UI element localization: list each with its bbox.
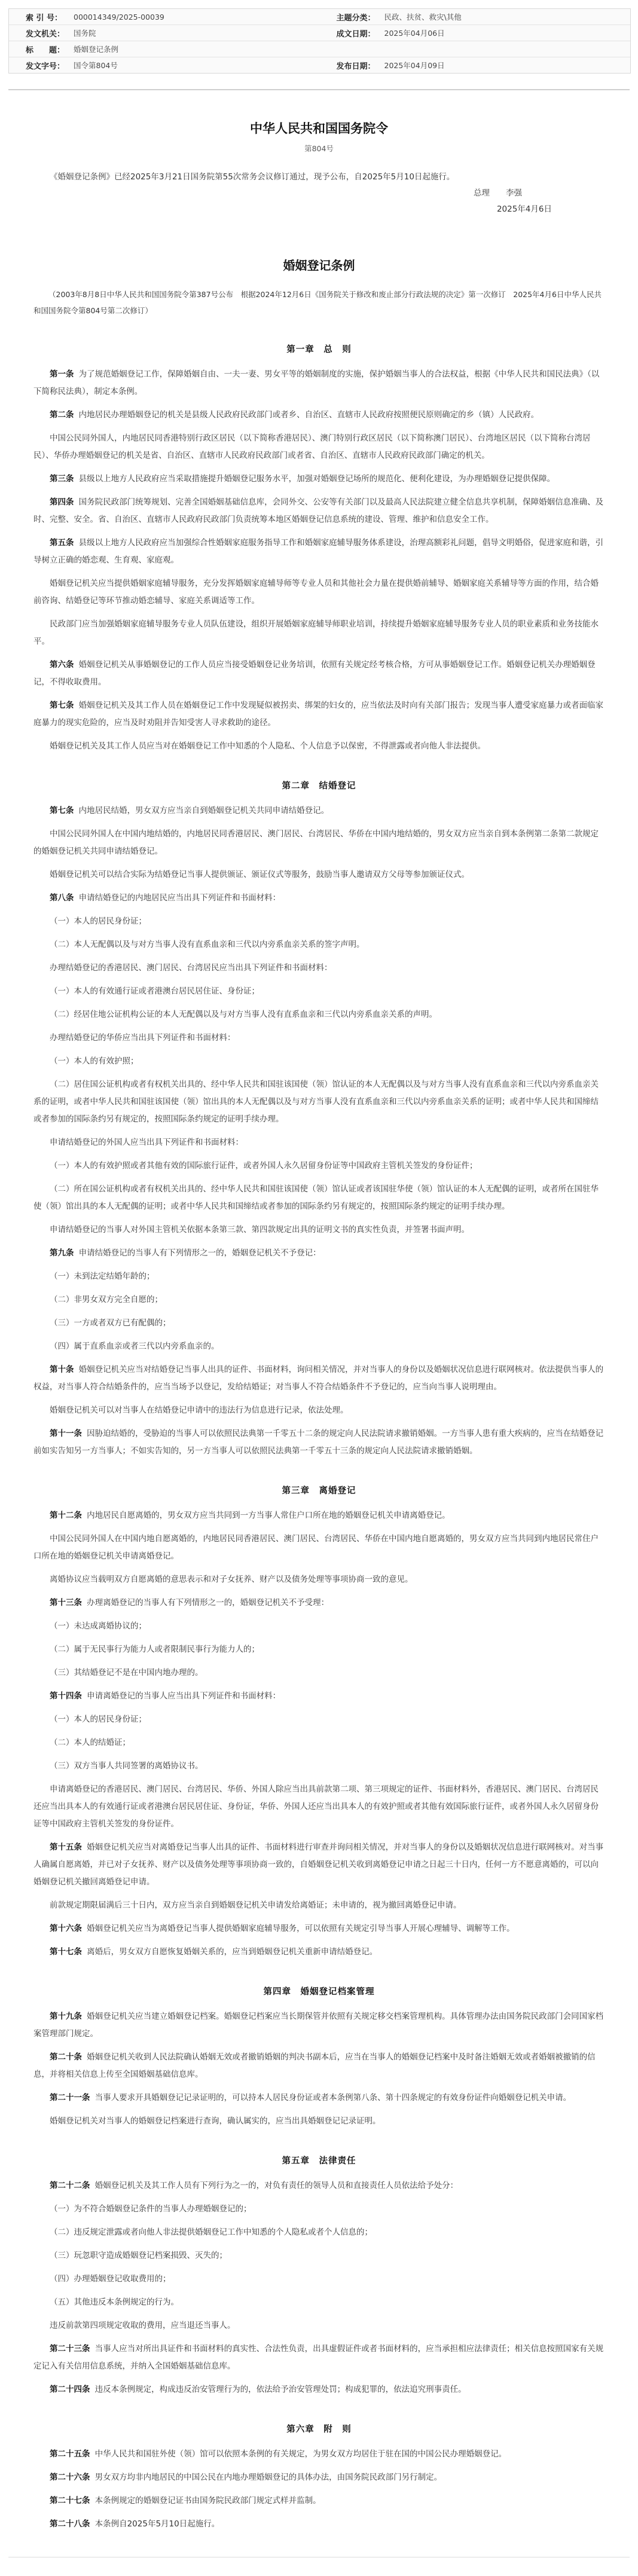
meta-value: 国务院	[74, 29, 96, 38]
article-paragraph	[8, 2492, 630, 2510]
article-text: （四）属于直系血亲或者三代以内旁系血亲的。	[50, 1342, 219, 1351]
article-number: 第十四条	[50, 1691, 82, 1701]
article-paragraph	[8, 2049, 630, 2083]
article-text: 申请结婚登记的内地居民应当出具下列证件和书面材料：	[78, 893, 281, 903]
article-paragraph	[8, 1507, 630, 1524]
meta-label: 成文日期：	[336, 29, 376, 39]
chapter-heading: 第二章 结婚登记	[282, 781, 356, 791]
article-number: 第十七条	[50, 1947, 82, 1957]
article-text: 国务院民政部门统筹规划、完善全国婚姻基础信息库，会同外交、公安等有关部门以及最高人民法院建立健全信息共享机制，保障婚姻信息准确、及时、完整、安全。省、自治区、直辖市人民政府民政部门负责统筹本地区婚姻登记信息系统的建设、管理、维护和信息安全工作。	[33, 497, 604, 524]
article-paragraph	[8, 2294, 630, 2311]
article-text: （一）本人的有效护照或者其他有效的国际旅行证件，或者外国人永久居留身份证等中国政府主管机关签发的身份证件；	[50, 1161, 478, 1171]
article-text: 内地居民结婚，男女双方应当亲自到婚姻登记机关共同申请结婚登记。	[78, 806, 329, 815]
article-paragraph	[8, 2201, 630, 2218]
article-text: （一）为不符合婚姻登记条件的当事人办理婚姻登记的；	[50, 2204, 252, 2214]
article-text: （五）其他违反本条例规定的行为。	[50, 2297, 179, 2307]
article-paragraph	[8, 366, 630, 401]
article-paragraph	[8, 1897, 630, 1914]
article-text: 为了规范婚姻登记工作，保障婚姻自由、一夫一妻、男女平等的婚姻制度的实施，保护婚姻当事人的合法权益，根据《中华人民共和国民法典》（以下简称民法典），制定本条例。	[33, 369, 600, 396]
chapter-heading: 第六章 附 则	[286, 2425, 352, 2434]
article-text: 婚姻登记机关收到人民法院确认婚姻无效或者撤销婚姻的判决书副本后，应当在当事人的婚姻登记档案中及时备注婚姻无效或者婚姻被撤销的信息，并将相关信息上传至全国婚姻基础信息库。	[33, 2052, 596, 2079]
meta-cell	[9, 60, 320, 71]
article-paragraph	[8, 738, 630, 755]
article-text: 婚姻登记机关应当建立婚姻登记档案。婚姻登记档案应当长期保管并依照有关规定移交档案管理机构。具体管理办法由国务院民政部门会同国家档案管理部门规定。	[33, 2012, 604, 2039]
article-paragraph	[8, 1402, 630, 1419]
decree-title: 中华人民共和国国务院令	[250, 121, 388, 136]
article-paragraph	[8, 1268, 630, 1285]
article-paragraph	[8, 534, 630, 569]
article-number: 第二十五条	[50, 2449, 90, 2459]
article-paragraph	[8, 1641, 630, 1658]
article-paragraph	[8, 1291, 630, 1309]
article-paragraph	[8, 616, 630, 650]
article-paragraph	[8, 1594, 630, 1612]
article-paragraph	[8, 1006, 630, 1023]
meta-value: 婚姻登记条例	[74, 45, 119, 54]
article-text: 中国公民同外国人在中国内地结婚的，内地居民同香港居民、澳门居民、台湾居民、华侨在中国内地结婚的，男女双方应当亲自到本条例第二条第二款规定的婚姻登记机关共同申请结婚登记。	[33, 829, 599, 856]
article-paragraph	[8, 802, 630, 820]
meta-row	[9, 9, 630, 25]
article-paragraph	[8, 1245, 630, 1262]
article-paragraph	[8, 575, 630, 610]
chapter-heading: 第一章 总 则	[286, 345, 352, 355]
article-number: 第八条	[50, 893, 74, 903]
article-text: （一）本人的有效通行证或者港澳台居民居住证、身份证；	[50, 986, 260, 996]
document-meta-table	[8, 8, 631, 74]
article-text: 申请结婚登记的外国人应当出具下列证件和书面材料：	[50, 1138, 243, 1147]
article-text: （一）未达成离婚协议的；	[50, 1621, 146, 1631]
article-paragraph	[8, 826, 630, 860]
article-text: （二）非男女双方完全自愿的；	[50, 1295, 163, 1304]
article-number: 第十六条	[50, 1924, 82, 1933]
article-paragraph	[8, 959, 630, 977]
header-separator	[8, 89, 630, 90]
meta-value: 000014349/2025-00039	[74, 12, 164, 22]
article-number: 第七条	[50, 806, 74, 815]
article-paragraph	[8, 1315, 630, 1332]
article-paragraph	[8, 2381, 630, 2398]
article-paragraph	[8, 2008, 630, 2043]
meta-label: 发文字号：	[26, 62, 65, 71]
article-paragraph	[8, 2340, 630, 2375]
article-paragraph	[8, 2317, 630, 2334]
article-paragraph	[8, 1618, 630, 1635]
article-paragraph	[8, 1758, 630, 1775]
article-number: 第二十八条	[50, 2519, 90, 2529]
article-number: 第二十一条	[50, 2093, 90, 2103]
article-text: （三）一方或者双方已有配偶的；	[50, 1318, 171, 1328]
meta-value: 民政、扶贫、救灾\其他	[384, 13, 462, 22]
article-paragraph	[8, 470, 630, 488]
meta-cell	[320, 11, 631, 23]
regulation-chapters	[8, 343, 630, 2533]
article-number: 第二十四条	[50, 2385, 90, 2394]
article-paragraph	[8, 983, 630, 1000]
article-text: 申请结婚登记的当事人有下列情形之一的，婚姻登记机关不予登记：	[78, 1248, 321, 1258]
article-paragraph	[8, 2177, 630, 2195]
article-text: 婚姻登记机关可以结合实际为结婚登记当事人提供颁证、颁证仪式等服务，鼓励当事人邀请双方父母等参加颁证仪式。	[50, 870, 469, 879]
article-text: 婚姻登记机关应当为离婚登记当事人提供婚姻家庭辅导服务，可以依照有关规定引导当事人开展心理辅导、调解等工作。	[87, 1924, 515, 1933]
meta-label: 发文机关：	[26, 29, 65, 39]
meta-cell	[320, 60, 631, 71]
meta-label: 索 引 号：	[26, 13, 63, 23]
article-number: 第十一条	[50, 1429, 82, 1438]
article-paragraph	[8, 1338, 630, 1355]
article-text: （二）本人的结婚证；	[50, 1738, 130, 1747]
article-text: 因胁迫结婚的，受胁迫的当事人可以依照民法典第一千零五十二条的规定向人民法院请求撤销婚姻。一方当事人患有重大疾病的，应当在结婚登记前如实告知另一方当事人；不如实告知的，另一方当事人可以依照民法典第一千零五十三条的规定向人民法院请求撤销婚姻。	[33, 1429, 604, 1456]
chapter-heading: 第四章 婚姻登记档案管理	[263, 1987, 375, 1997]
meta-value: 国令第804号	[74, 61, 118, 70]
meta-cell	[9, 44, 320, 55]
article-number: 第十二条	[50, 1511, 82, 1520]
article-text: （二）居住国公证机构或者有权机关出具的、经中华人民共和国驻该国使（领）馆认证的本人无配偶以及与对方当事人没有直系血亲和三代以内旁系血亲关系的证明，或者中华人民共和国驻该国使（领）馆出具的本人无配偶以及与对方当事人没有直系血亲和三代以内旁系血亲关系的证明；或者中华人民共和国缔结或者参加的国际条约另有规定的，按照国际条约规定的证明手续办理。	[33, 1080, 599, 1124]
article-number: 第十九条	[50, 2012, 82, 2021]
article-text: （一）未到法定结婚年龄的；	[50, 1272, 155, 1281]
decree-signer: 总理 李强	[474, 188, 522, 198]
article-paragraph	[8, 1839, 630, 1891]
article-paragraph	[8, 1134, 630, 1151]
article-text: （一）本人的居民身份证；	[50, 916, 146, 926]
article-text: 民政部门应当加强婚姻家庭辅导服务专业人员队伍建设，组织开展婚姻家庭辅导师职业培训，持续提升婚姻家庭辅导服务专业人员的职业素质和业务技能水平。	[33, 619, 599, 646]
meta-row	[9, 25, 630, 41]
article-text: （四）办理婚姻登记收取费用的；	[50, 2274, 171, 2284]
article-text: 婚姻登记机关应当对离婚登记当事人出具的证件、书面材料进行审查并询问相关情况，并对当事人的身份以及婚姻状况信息进行联网核对。对当事人确属自愿离婚，并已对子女抚养、财产以及债务处理等事项协商一致的，自婚姻登记机关收到离婚登记申请之日起三十日内，任何一方不愿意离婚的，可以向婚姻登记机关撤回离婚登记申请。	[33, 1842, 604, 1887]
article-paragraph	[8, 1734, 630, 1752]
article-paragraph	[8, 1711, 630, 1728]
article-text: 申请离婚登记的当事人应当出具下列证件和书面材料：	[87, 1691, 281, 1701]
article-text: 婚姻登记机关应当提供婚姻家庭辅导服务，充分发挥婚姻家庭辅导师等专业人员和其他社会力量在提供婚前辅导、婚姻家庭关系辅导等方面的作用，结合婚前咨询、结婚登记等环节推动婚恋辅导、家庭关系调适等工作。	[33, 579, 599, 606]
meta-cell	[9, 11, 320, 23]
article-paragraph	[8, 1530, 630, 1565]
article-text: 内地居民办理婚姻登记的机关是县级人民政府民政部门或者乡、自治区、直辖市人民政府按照便民原则确定的乡（镇）人民政府。	[78, 410, 539, 420]
article-text: 违反前款第四项规定收取的费用，应当退还当事人。	[50, 2321, 236, 2330]
article-text: 婚姻登记机关及其工作人员在婚姻登记工作中发现疑似被拐卖、绑架的妇女的，应当依法及时向有关部门报告；发现当事人遭受家庭暴力或者面临家庭暴力的现实危险的，应当及时劝阻并告知受害人寻求救助的途径。	[33, 701, 604, 728]
article-text: 中国公民同外国人，内地居民同香港特别行政区居民（以下简称香港居民）、澳门特别行政区居民（以下简称澳门居民）、台湾地区居民（以下简称台湾居民）、华侨办理婚姻登记的机关是省、自治区、直辖市人民政府民政部门或者省、自治区、直辖市人民政府民政部门确定的机关。	[33, 433, 591, 460]
article-paragraph	[8, 1920, 630, 1938]
article-number: 第二十条	[50, 2052, 82, 2062]
article-paragraph	[8, 2446, 630, 2463]
article-paragraph	[8, 936, 630, 954]
article-number: 第十三条	[50, 1598, 82, 1608]
meta-value: 2025年04月06日	[384, 29, 445, 38]
meta-label: 标 题：	[26, 45, 65, 55]
article-text: 当事人要求开具婚姻登记记录证明的，可以持本人居民身份证或者本条例第八条、第十四条规定的有效身份证件向婚姻登记机关申请。	[94, 2093, 572, 2103]
article-number: 第一条	[50, 369, 74, 379]
article-number: 第二十七条	[50, 2496, 90, 2505]
article-number: 第三条	[50, 474, 74, 484]
article-text: （一）本人的有效护照；	[50, 1056, 139, 1066]
article-text: 前款规定期限届满后三十日内，双方应当亲自到婚姻登记机关申请发给离婚证；未申请的，视为撤回离婚登记申请。	[50, 1900, 462, 1910]
article-number: 第七条	[50, 701, 74, 710]
article-paragraph	[8, 656, 630, 691]
article-paragraph	[8, 2469, 630, 2486]
article-text: 县级以上地方人民政府应当加强综合性婚姻家庭服务指导工作和婚姻家庭辅导服务体系建设，治理高额彩礼问题，倡导文明婚俗，促进家庭和谐，引导树立正确的婚恋观、生育观、家庭观。	[33, 538, 604, 565]
article-text: 办理结婚登记的华侨应当出具下列证件和书面材料：	[50, 1033, 236, 1043]
article-number: 第二条	[50, 410, 74, 420]
article-paragraph	[8, 1361, 630, 1396]
article-text: 当事人应当对所出具证件和书面材料的真实性、合法性负责，出具虚假证件或者书面材料的，应当承担相应法律责任；相关信息按照国家有关规定记入有关信用信息系统，并纳入全国婚姻基础信息库。	[33, 2344, 604, 2371]
article-text: 离婚后，男女双方自愿恢复婚姻关系的，应当到婚姻登记机关重新申请结婚登记。	[87, 1947, 378, 1957]
article-number: 第二十三条	[50, 2344, 90, 2354]
article-number: 第四条	[50, 497, 74, 507]
article-text: （二）经居住地公证机构公证的本人无配偶以及与对方当事人没有直系血亲和三代以内旁系血亲关系的声明。	[50, 1010, 437, 1019]
article-paragraph	[8, 407, 630, 424]
meta-cell	[9, 27, 320, 39]
article-paragraph	[8, 430, 630, 465]
article-text: 婚姻登记机关应当对结婚登记当事人出具的证件、书面材料，询问相关情况，并对当事人的身份以及婚姻状况信息进行联网核对。依法提供当事人的权益，对当事人符合结婚条件的，应当当场予以登记，发给结婚证；对当事人不符合结婚条件不予登记的，应当向当事人说明理由。	[33, 1365, 604, 1392]
article-paragraph	[8, 1157, 630, 1175]
article-paragraph	[8, 2271, 630, 2288]
decree-date: 2025年4月6日	[496, 204, 552, 214]
article-paragraph	[8, 2113, 630, 2130]
article-number: 第六条	[50, 660, 74, 670]
meta-cell	[320, 27, 631, 39]
article-number: 第二十六条	[50, 2473, 90, 2482]
article-paragraph	[8, 2247, 630, 2265]
article-text: （三）其结婚登记不是在中国内地办理的。	[50, 1668, 203, 1677]
article-paragraph	[8, 1781, 630, 1833]
article-text: 婚姻登记机关及其工作人员应当对在婚姻登记工作中知悉的个人隐私、个人信息予以保密，不得泄露或者向他人非法提供。	[50, 741, 486, 751]
article-text: 离婚协议应当载明双方自愿离婚的意思表示和对子女抚养、财产以及债务处理等事项协商一致的意见。	[50, 1575, 413, 1584]
article-paragraph	[8, 1688, 630, 1705]
meta-value: 2025年04月09日	[384, 61, 445, 70]
article-paragraph	[8, 1029, 630, 1047]
article-text: 申请离婚登记的香港居民、澳门居民、台湾居民、华侨、外国人除应当出具前款第二项、第三项规定的证件、书面材料外，香港居民、澳门居民、台湾居民还应当出具本人的有效通行证或者港澳台居民居住证、身份证，华侨、外国人还应当出具本人的有效护照或者其他有效国际旅行证件，或者外国人永久居留身份证等中国政府主管机关签发的身份证件。	[33, 1784, 599, 1829]
article-text: （二）本人无配偶以及与对方当事人没有直系血亲和三代以内旁系血亲关系的签字声明。	[50, 940, 365, 949]
article-paragraph	[8, 1076, 630, 1128]
article-number: 第二十二条	[50, 2181, 90, 2190]
meta-label: 主题分类：	[336, 13, 376, 23]
article-paragraph	[8, 1944, 630, 1961]
article-paragraph	[8, 1053, 630, 1070]
article-text: 中华人民共和国驻外使（领）馆可以依照本条例的有关规定，为男女双方均居住于驻在国的中国公民办理婚姻登记。	[94, 2449, 507, 2459]
regulation-title: 婚姻登记条例	[283, 258, 355, 273]
decree-number: 第804号	[304, 144, 334, 153]
article-text: （二）违反规定泄露或者向他人非法提供婚姻登记工作中知悉的个人隐私或者个人信息的；	[50, 2227, 373, 2237]
article-paragraph	[8, 1664, 630, 1682]
article-text: 县级以上地方人民政府应当采取措施提升婚姻登记服务水平，加强对婚姻登记场所的规范化、便利化建设，为办理婚姻登记提供保障。	[78, 474, 555, 484]
article-text: （二）所在国公证机构或者有权机关出具的、经中华人民共和国驻该国使（领）馆认证或者该国驻华使（领）馆认证的本人无配偶的证明，或者所在国驻华使（领）馆出具的本人无配偶的证明；或者中华人民共和国缔结或者参加的国际条约另有规定的，按照国际条约规定的证明手续办理。	[33, 1184, 599, 1211]
article-text: （一）本人的居民身份证；	[50, 1715, 146, 1724]
article-text: 内地居民自愿离婚的，男女双方应当共同到一方当事人常住户口所在地的婚姻登记机关申请离婚登记。	[87, 1511, 450, 1520]
article-text: 婚姻登记机关从事婚姻登记的工作人员应当接受婚姻登记业务培训，依照有关规定经考核合格，方可从事婚姻登记工作。婚姻登记机关办理婚姻登记，不得收取费用。	[33, 660, 596, 687]
chapter-heading: 第五章 法律责任	[282, 2156, 356, 2166]
article-paragraph	[8, 2516, 630, 2533]
article-number: 第五条	[50, 538, 74, 548]
article-text: 办理离婚登记的当事人有下列情形之一的，婚姻登记机关不予受理：	[87, 1598, 329, 1608]
article-paragraph	[8, 494, 630, 528]
meta-row	[9, 41, 630, 57]
article-paragraph	[8, 1425, 630, 1460]
article-text: 本条例自2025年5月10日起施行。	[94, 2519, 220, 2529]
article-text: （三）双方当事人共同签署的离婚协议书。	[50, 1761, 203, 1771]
article-paragraph	[8, 2089, 630, 2107]
article-text: 婚姻登记机关可以对当事人在结婚登记申请中的违法行为信息进行记录，依法处理。	[50, 1405, 349, 1415]
article-text: 男女双方均非内地居民的中国公民在内地办理婚姻登记的具体办法，由国务院民政部门另行制定。	[94, 2473, 442, 2482]
document-body	[8, 119, 630, 2533]
article-text: 本条例规定的婚姻登记证书由国务院民政部门规定式样并监制。	[94, 2496, 321, 2505]
article-paragraph	[8, 2224, 630, 2241]
article-paragraph	[8, 697, 630, 732]
article-text: 办理结婚登记的香港居民、澳门居民、台湾居民应当出具下列证件和书面材料：	[50, 963, 332, 973]
article-text: （二）属于无民事行为能力人或者限制民事行为能力人的；	[50, 1645, 260, 1654]
decree-text: 《婚姻登记条例》已经2025年3月21日国务院第55次常务会议修订通过，现予公布，自2025年5月10日起施行。	[50, 172, 455, 182]
article-paragraph	[8, 913, 630, 930]
article-text: 中国公民同外国人在中国内地自愿离婚的，内地居民同香港居民、澳门居民、台湾居民、华侨在中国内地自愿离婚的，男女双方应当共同到内地居民常住户口所在地的婚姻登记机关申请离婚登记。	[33, 1534, 599, 1561]
article-number: 第九条	[50, 1248, 74, 1258]
article-paragraph	[8, 1571, 630, 1588]
article-paragraph	[8, 890, 630, 907]
meta-label: 发布日期：	[336, 62, 376, 71]
article-text: 婚姻登记机关对当事人的婚姻登记档案进行查询，确认属实的，应当出具婚姻登记记录证明。	[50, 2116, 381, 2126]
article-text: 婚姻登记机关及其工作人员有下列行为之一的，对负有责任的领导人员和直接责任人员依法给予处分：	[94, 2181, 459, 2190]
article-paragraph	[8, 1221, 630, 1239]
article-text: 申请结婚登记的当事人对外国主管机关依据本条第三款、第四款规定出具的证明文书的真实性负责，并签署书面声明。	[50, 1225, 469, 1234]
meta-row	[9, 57, 630, 73]
chapter-heading: 第三章 离婚登记	[282, 1486, 356, 1496]
revision-history: （2003年8月8日中华人民共和国国务院令第387号公布 根据2024年12月6日《国务院关于修改和废止部分行政法规的决定》第一次修订 2025年4月6日中华人民共和国国务院令第804号第二次修订）	[33, 290, 602, 315]
article-paragraph	[8, 1181, 630, 1215]
article-text: 违反本条例规定，构成违反治安管理行为的，依法给予治安管理处罚；构成犯罪的，依法追究刑事责任。	[94, 2385, 466, 2394]
article-text: （三）玩忽职守造成婚姻登记档案损毁、灭失的；	[50, 2251, 227, 2260]
article-paragraph	[8, 866, 630, 884]
article-number: 第十条	[50, 1365, 74, 1374]
article-number: 第十五条	[50, 1842, 82, 1852]
